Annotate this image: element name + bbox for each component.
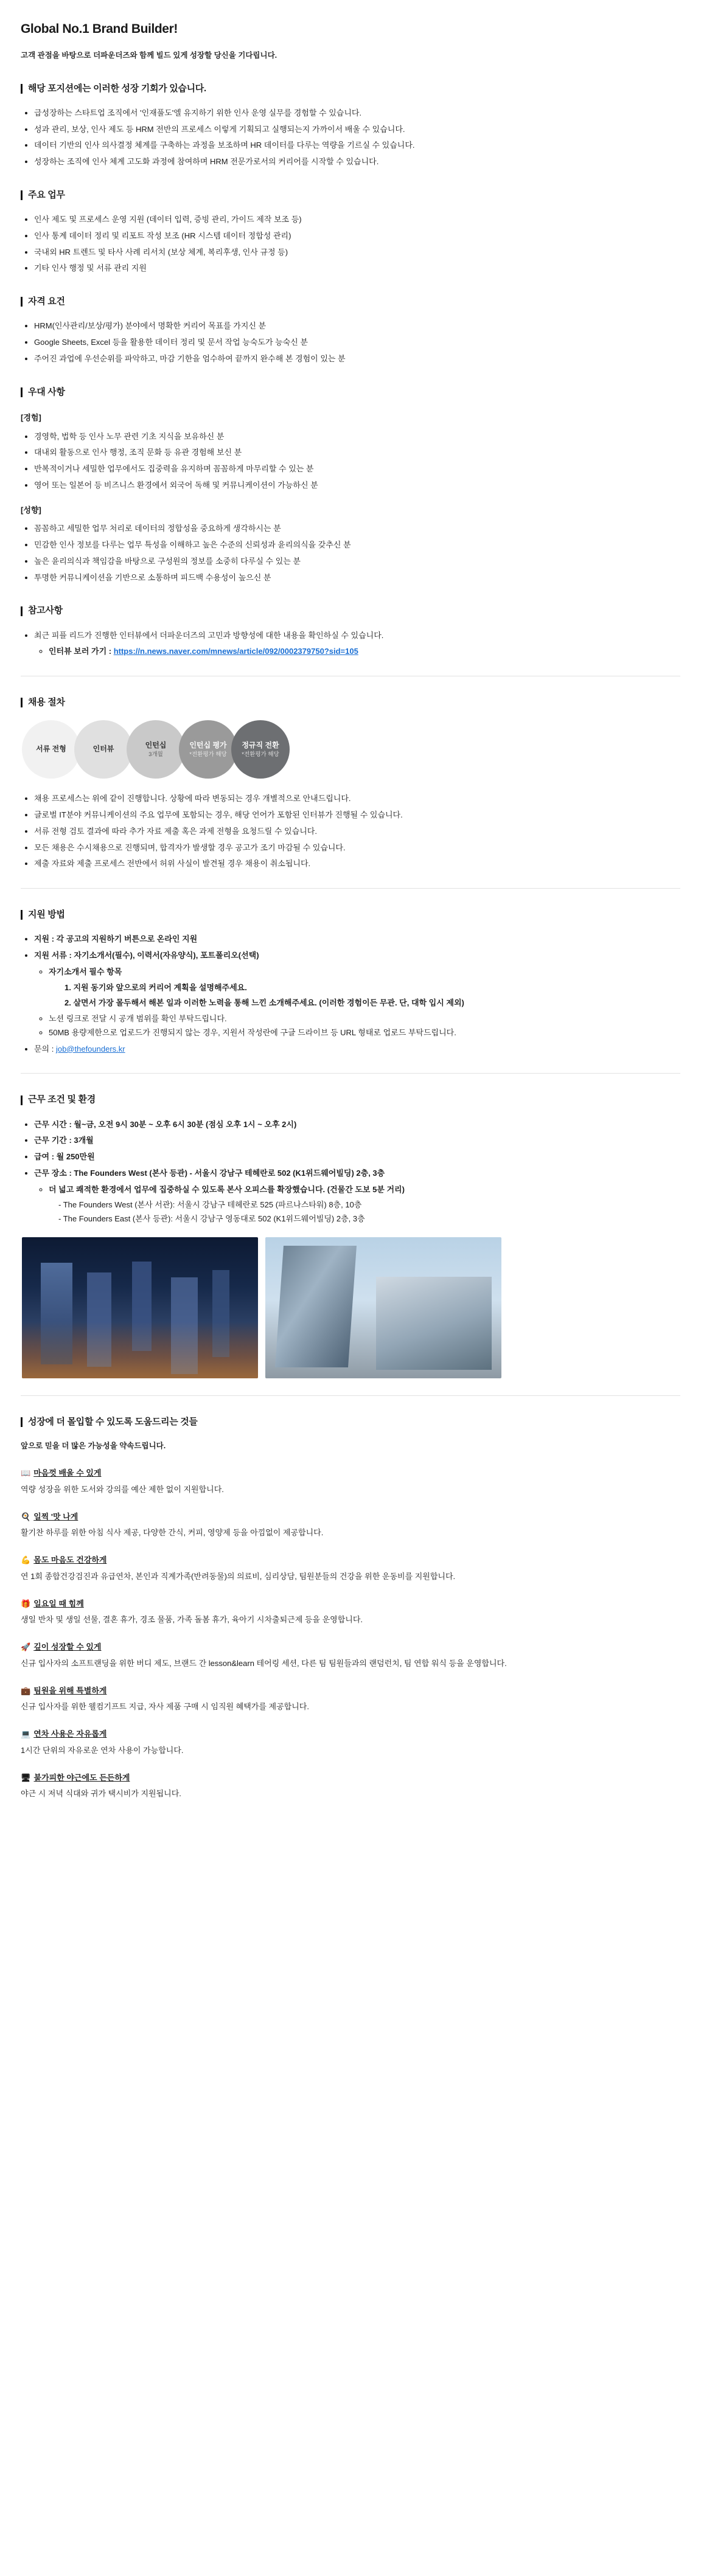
section-conditions-title: 근무 조건 및 환경: [28, 1094, 96, 1105]
section-preferred: [21, 384, 680, 585]
list-item: • 영어 또는 일본어 등 비즈니스 환경에서 외국어 독해 및 커뮤니케이션이 가능하신 분: [34, 479, 680, 493]
process-step-2: [74, 720, 133, 779]
section-bar-icon: [21, 387, 23, 397]
contact-item: [34, 1043, 680, 1057]
list-item: • 급성장하는 스타트업 조직에서 '인재풀도'엘 유지하기 위한 인사 운영 실무를 경험할 수 있습니다.: [34, 106, 680, 120]
section-notes-heading: [21, 603, 680, 619]
list-item: • 높은 윤리의식과 책임감을 바탕으로 구성원의 정보를 소중히 다루실 수 있는 분: [34, 555, 680, 569]
rocket-icon: 🚀: [21, 1642, 31, 1651]
duties-list: [21, 213, 680, 276]
process-step-label: 인턴십 평가: [189, 740, 227, 749]
conditions-sublist: [34, 1183, 680, 1226]
benefit-title-text: 일찍 '맛 나게: [33, 1512, 78, 1521]
list-item: • 성장하는 조직에 인사 체계 고도화 과정에 참여하며 HRM 전문가로서의 커리어를 시작할 수 있습니다.: [34, 155, 680, 169]
list-item: • 주어진 과업에 우선순위를 파악하고, 마감 기한을 엄수하여 끝까지 완수해 본 경험이 있는 분: [34, 352, 680, 366]
divider: [21, 888, 680, 889]
briefcase-icon: 💼: [21, 1686, 31, 1695]
office-photo-day: [265, 1237, 501, 1378]
office-photo-night: [22, 1237, 258, 1378]
section-apply-heading: [21, 907, 680, 923]
benefit-title: [21, 1684, 680, 1698]
section-duties-heading: [21, 187, 680, 203]
list-item: 2. 살면서 가장 몰두해서 해본 일과 이러한 노력을 통해 느낀 소개해주세요. (이러한 경험이든 무관. 단, 대학 입시 제외): [65, 998, 464, 1008]
benefit-title-text: 몸도 마음도 건강하게: [33, 1555, 107, 1564]
section-benefits: [21, 1414, 680, 1801]
benefit-body: 연 1회 종합건강검진과 유급연차, 본인과 직계가족(반려동물)의 의료비, 심리상담, 팀원분들의 건강을 위한 운동비를 지원합니다.: [21, 1571, 456, 1581]
process-step-label: 인턴십: [145, 740, 167, 749]
process-step-4: [179, 720, 237, 779]
qualifications-list: [21, 319, 680, 366]
benefit-body: 활기찬 하루를 위한 아침 식사 제공, 다양한 간식, 커피, 영양제 등을 아낌없이 제공합니다.: [21, 1528, 324, 1538]
list-item: ◦ 노션 링크로 전달 시 공개 범위를 확인 부탁드립니다.: [49, 1012, 680, 1026]
list-item: • 채용 프로세스는 위에 같이 진행합니다. 상황에 따라 변동되는 경우 개별적으로 안내드립니다.: [34, 792, 680, 806]
list-item: • 근무 시간 : 월~금, 오전 9시 30분 ~ 오후 6시 30분 (점심 오후 1시 ~ 오후 2시): [34, 1118, 680, 1132]
benefit-item: [21, 1467, 680, 1497]
benefit-body: 1시간 단위의 자유로운 연차 사용이 가능합니다.: [21, 1745, 184, 1755]
list-item: • 데이터 기반의 인사 의사결정 체계를 구축하는 과정을 보조하며 HR 데이터를 다루는 역량을 기르실 수 있습니다.: [34, 139, 680, 153]
section-notes: [21, 603, 680, 676]
list-item: • 경영학, 법학 등 인사 노무 관련 기초 지식을 보유하신 분: [34, 430, 680, 444]
benefit-item: [21, 1510, 680, 1541]
section-qualifications-heading: [21, 294, 680, 310]
process-notes-list: [21, 792, 680, 871]
benefit-title: [21, 1640, 680, 1654]
list-item: • 최근 피플 리드가 진행한 인터뷰에서 더파운더즈의 고민과 방향성에 대한 내용을 확인하실 수 있습니다.: [34, 629, 680, 643]
benefit-title-text: 깊이 성장할 수 있게: [33, 1642, 102, 1651]
section-benefits-heading: [21, 1414, 680, 1430]
notes-sublist: [34, 645, 680, 659]
section-bar-icon: [21, 190, 23, 200]
list-item: ◦ 자기소개서 필수 항목: [49, 965, 680, 979]
growth-list: [21, 106, 680, 169]
list-item: • 근무 기간 : 3개월: [34, 1134, 680, 1148]
preferred-experience-label: [경험]: [21, 412, 41, 422]
gift-icon: 🎁: [21, 1599, 31, 1608]
benefit-body: 신규 입사자를 위한 웰컴기프트 지급, 자사 제품 구매 시 임직원 혜택가를 제공합니다.: [21, 1702, 309, 1712]
section-benefits-title: 성장에 더 몰입할 수 있도록 도움드리는 것들: [28, 1416, 198, 1427]
benefit-item: [21, 1597, 680, 1628]
benefit-title: [21, 1771, 680, 1785]
list-item: • 대내외 활동으로 인사 행정, 조직 문화 등 유관 경험해 보신 분: [34, 446, 680, 460]
section-bar-icon: [21, 910, 23, 920]
process-diagram: [22, 720, 680, 779]
conditions-list: [21, 1118, 680, 1226]
health-icon: 💪: [21, 1555, 31, 1564]
benefit-title-text: 불가피한 야근에도 든든하게: [33, 1772, 130, 1782]
list-item: • 제출 자료와 제출 프로세스 전반에서 허위 사실이 발견될 경우 채용이 취소됩니다.: [34, 857, 680, 871]
list-item: • 글로벌 IT분야 커뮤니케이션의 주요 업무에 포함되는 경우, 해당 언어가 포함된 인터뷰가 진행될 수 있습니다.: [34, 808, 680, 822]
section-bar-icon: [21, 606, 23, 616]
benefit-title: [21, 1727, 680, 1741]
benefit-title-text: 팀원을 위해 특별하게: [33, 1686, 107, 1695]
process-step-sub: 3개월: [148, 751, 163, 759]
benefit-title-text: 마음껏 배울 수 있게: [33, 1468, 102, 1477]
list-item: • Google Sheets, Excel 등을 활용한 데이터 정리 및 문서 작업 능숙도가 능숙신 분: [34, 336, 680, 350]
benefit-body: 생일 반차 및 생일 선물, 결혼 휴가, 경조 물품, 가족 돌봄 휴가, 육아기 시차출퇴근제 등을 운영합니다.: [21, 1615, 363, 1625]
divider: [21, 1073, 680, 1074]
section-conditions: [21, 1092, 680, 1396]
section-apply: [21, 907, 680, 1074]
list-item: ◦ 50MB 용량제한으로 업로드가 진행되지 않는 경우, 지원서 작성란에 구글 드라이브 등 URL 형태로 업로드 부탁드립니다.: [49, 1026, 680, 1040]
page-title: Global No.1 Brand Builder!: [21, 22, 178, 36]
benefit-item: [21, 1554, 680, 1584]
benefit-title: [21, 1554, 680, 1567]
benefits-lead: 앞으로 믿을 더 많은 가능성을 약속드립니다.: [21, 1442, 166, 1451]
section-conditions-heading: [21, 1092, 680, 1108]
section-process-heading: [21, 695, 680, 710]
section-growth-title: 해당 포지션에는 이러한 성장 기회가 있습니다.: [28, 83, 206, 94]
laptop-icon: 💻: [21, 1729, 31, 1738]
benefit-title: [21, 1510, 680, 1524]
benefit-body: 야근 시 저녁 식대와 귀가 택시비가 지원됩니다.: [21, 1789, 181, 1799]
list-item: • 인사 통계 데이터 정리 및 리포트 작성 보조 (HR 시스템 데이터 정합성 관리): [34, 229, 680, 243]
contact-email-link[interactable]: job@thefounders.kr: [55, 1044, 125, 1054]
list-item: • 기타 인사 행정 및 서류 관리 지원: [34, 262, 680, 276]
section-bar-icon: [21, 297, 23, 307]
process-step-5: [231, 720, 290, 779]
benefit-title-text: 일요일 때 힘께: [33, 1599, 84, 1608]
process-step-label: 서류 전형: [36, 745, 66, 754]
section-growth: [21, 81, 680, 169]
benefit-title-text: 연차 사용은 자유롭게: [33, 1729, 107, 1738]
process-step-label: 정규직 전환: [242, 740, 279, 749]
benefit-item: [21, 1640, 680, 1671]
section-bar-icon: [21, 84, 23, 94]
benefit-title: [21, 1467, 680, 1481]
list-item: • 투명한 커뮤니케이션을 기반으로 소통하며 피드백 수용성이 높으신 분: [34, 571, 680, 585]
benefit-item: [21, 1684, 680, 1715]
section-bar-icon: [21, 1095, 23, 1105]
benefit-item: [21, 1727, 680, 1758]
list-item: • 민감한 인사 정보를 다루는 업무 특성을 이해하고 높은 수준의 신뢰성과 윤리의식을 갖추신 분: [34, 538, 680, 552]
section-preferred-heading: [21, 384, 680, 400]
apply-sublist: [34, 965, 680, 1040]
list-item: • 모든 채용은 수시채용으로 진행되며, 합격자가 발생할 경우 공고가 조기 마감될 수 있습니다.: [34, 841, 680, 855]
list-item: • 지원 : 각 공고의 지원하기 버튼으로 온라인 지원: [34, 932, 680, 946]
list-item: • 근무 장소 : The Founders West (본사 등관) - 서울시 강남구 테헤란로 502 (K1위드웨어빌딩) 2층, 3층: [34, 1167, 680, 1181]
list-item: 1. 지원 동기와 앞으로의 커리어 계획을 설명해주세요.: [65, 982, 247, 992]
food-icon: 🍳: [21, 1512, 31, 1521]
contact-label: 문의 :: [34, 1044, 56, 1054]
list-item: • 급여 : 월 250만원: [34, 1150, 680, 1164]
process-step-sub: *전환평가 해당: [189, 751, 227, 759]
list-item: - The Founders East (본사 등관): 서울시 강남구 영동대로 502 (K1위드웨어빌딩) 2층, 3층: [58, 1212, 680, 1226]
list-item: - The Founders West (본사 서관): 서울시 강남구 테헤란로 525 (파르나스타워) 8층, 10층: [58, 1198, 680, 1212]
list-item: • 성과 관리, 보상, 인사 제도 등 HRM 전반의 프로세스 이렇게 기획되고 실행되는지 가까이서 배울 수 있습니다.: [34, 123, 680, 137]
benefit-item: [21, 1771, 680, 1802]
process-step-1: [22, 720, 80, 779]
interview-link[interactable]: https://n.news.naver.com/mnews/article/092/0002379750?sid=105: [113, 647, 358, 656]
interview-link-prefix: 인터뷰 보러 가기 :: [49, 647, 114, 656]
section-duties: [21, 187, 680, 276]
monitor-icon: 🖥: [21, 1772, 31, 1782]
process-step-label: 인터뷰: [92, 745, 114, 754]
list-item: • 지원 서류 : 자기소개서(필수), 이력서(자유양식), 포트폴리오(선택): [34, 949, 680, 963]
apply-questions: [49, 981, 680, 1011]
list-item: [49, 645, 680, 659]
section-notes-title: 참고사항: [28, 605, 63, 616]
list-item: • HRM(인사관리/보상/평가) 분야에서 명확한 커리어 목표를 가지신 분: [34, 319, 680, 333]
preferred-experience-list: [21, 430, 680, 493]
section-process-title: 채용 절차: [28, 697, 65, 708]
office-photos: [22, 1237, 680, 1378]
preferred-traits-list: [21, 522, 680, 585]
section-growth-heading: [21, 81, 680, 97]
list-item: • 인사 제도 및 프로세스 운영 지원 (데이터 입력, 증빙 관리, 가이드 제작 보조 등): [34, 213, 680, 227]
section-qualifications-title: 자격 요건: [28, 296, 65, 307]
benefit-body: 신규 입사자의 소프트랜딩을 위한 버디 제도, 브랜드 간 lesson&learn 테어링 세션, 다른 팀 팀원들과의 랜덤런치, 팀 연합 워식 등을 운영합니다.: [21, 1658, 507, 1668]
list-item: • 국내외 HR 트렌드 및 타사 사례 리서치 (보상 체계, 복리후생, 인사 규정 등): [34, 246, 680, 260]
list-item: • 반복적이거나 세밀한 업무에서도 집중력을 유지하며 꼼꼼하게 마무리할 수 있는 분: [34, 462, 680, 476]
apply-list: [21, 932, 680, 1056]
notes-list: [21, 629, 680, 659]
section-apply-title: 지원 방법: [28, 909, 65, 920]
book-icon: 📖: [21, 1468, 31, 1477]
page-subtitle: 고객 관점을 바탕으로 더파운더즈와 함께 빌드 있게 성장할 당신을 기다립니다.: [21, 50, 277, 60]
list-item: • 서류 전형 검토 결과에 따라 추가 자료 제출 혹은 과제 전형을 요청드릴 수 있습니다.: [34, 825, 680, 839]
section-bar-icon: [21, 698, 23, 707]
office-addresses: [49, 1198, 680, 1226]
process-step-sub: *전환평가 해당: [242, 751, 279, 759]
section-duties-title: 주요 업무: [28, 189, 65, 200]
divider: [21, 1395, 680, 1396]
section-qualifications: [21, 294, 680, 366]
list-item: ◦ 더 넓고 쾌적한 환경에서 업무에 집중하실 수 있도록 본사 오피스를 확장했습니다. (건물간 도보 5분 거리): [49, 1183, 680, 1197]
section-preferred-title: 우대 사항: [28, 386, 65, 397]
list-item: • 꼼꼼하고 세밀한 업무 처리로 데이터의 정합성을 중요하게 생각하시는 분: [34, 522, 680, 536]
benefit-body: 역량 성장을 위한 도서와 강의를 예산 제한 없이 지원합니다.: [21, 1484, 224, 1494]
section-process: [21, 695, 680, 889]
process-step-3: [127, 720, 185, 779]
benefit-title: [21, 1597, 680, 1611]
section-bar-icon: [21, 1417, 23, 1427]
preferred-traits-label: [성향]: [21, 505, 41, 515]
